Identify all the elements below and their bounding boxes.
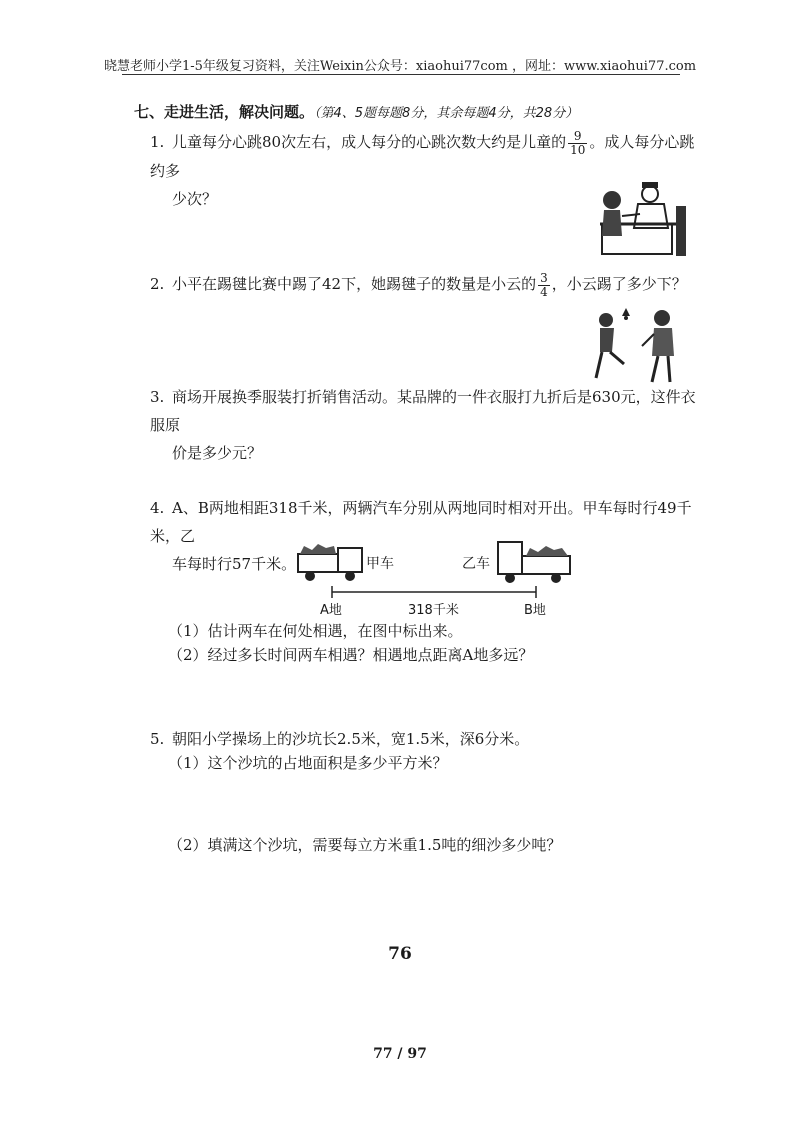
- question-4-text-b: 车每时行57千米。: [172, 555, 297, 573]
- truck-b-icon: [498, 542, 570, 583]
- distance-label: 318千米: [408, 603, 459, 618]
- question-5-text-a: 朝阳小学操场上的沙坑长2.5米，宽1.5米，深6分米。: [172, 730, 530, 748]
- car-a-label: 甲车: [366, 556, 394, 572]
- question-1-text-b: 。成人每分心跳约多: [150, 133, 695, 180]
- question-1-number: 1.: [150, 133, 165, 151]
- question-4-text-a: A、B两地相距318千米，两辆汽车分别从两地同时相对开出。甲车每时行49千米，乙: [150, 499, 692, 545]
- section-title: [134, 101, 578, 122]
- question-4-number: 4.: [150, 499, 165, 517]
- section-note: （第4、5题每题8分，其余每题4分，共28分）: [314, 106, 579, 121]
- question-1-text-a: 儿童每分心跳80次左右，成人每分的心跳次数大约是儿童的: [172, 133, 567, 151]
- question-5: [150, 725, 700, 753]
- fraction-denominator: 4: [540, 284, 548, 299]
- question-4-sub-1: （1）估计两车在何处相遇，在图中标出来。: [168, 622, 463, 640]
- question-3-text-a: 商场开展换季服装打折销售活动。某品牌的一件衣服打九折后是630元，这件衣服原: [150, 388, 696, 434]
- page-count: 77 / 97: [373, 1046, 427, 1062]
- question-1-text-c: 少次？: [172, 189, 218, 208]
- question-2-text-b: ，小云踢了多少下？: [551, 275, 687, 293]
- question-5-number: 5.: [150, 730, 165, 748]
- distance-diagram: [290, 538, 580, 622]
- question-2-text-a: 小平在踢毽比赛中踢了42下，她踢毽子的数量是小云的: [172, 275, 537, 293]
- question-5-sub-2: （2）填满这个沙坑，需要每立方米重1.5吨的细沙多少吨？: [168, 836, 562, 854]
- question-2: [150, 270, 700, 299]
- fraction-denominator: 10: [570, 142, 586, 157]
- point-a-label: A地: [320, 603, 342, 618]
- header-rule: [122, 74, 680, 75]
- page-header: 晓慧老师小学1-5年级复习资料，关注Weixin公众号：xiaohui77com ，网址：www.xiaohui77.com: [103, 59, 697, 74]
- point-b-label: B地: [524, 603, 546, 618]
- doctor-illustration: [592, 180, 696, 260]
- question-1-fraction: [568, 130, 587, 157]
- question-2-fraction: [538, 272, 550, 299]
- question-5-sub-1: （1）这个沙坑的占地面积是多少平方米？: [168, 754, 448, 772]
- shuttlecock-illustration: [586, 306, 690, 386]
- question-2-number: 2.: [150, 275, 165, 293]
- car-b-label: 乙车: [462, 556, 490, 572]
- page-number: 76: [388, 944, 412, 964]
- question-3: [150, 383, 700, 467]
- fraction-numerator: 9: [568, 130, 587, 144]
- question-3-number: 3.: [150, 388, 165, 406]
- fraction-numerator: 3: [540, 270, 548, 285]
- truck-a-icon: [298, 544, 362, 581]
- question-3-text-b: 价是多少元？: [172, 444, 263, 462]
- section-title-text: 七、走进生活，解决问题。: [134, 103, 315, 121]
- question-4-sub-2: （2）经过多长时间两车相遇？相遇地点距离A地多远？: [168, 646, 534, 664]
